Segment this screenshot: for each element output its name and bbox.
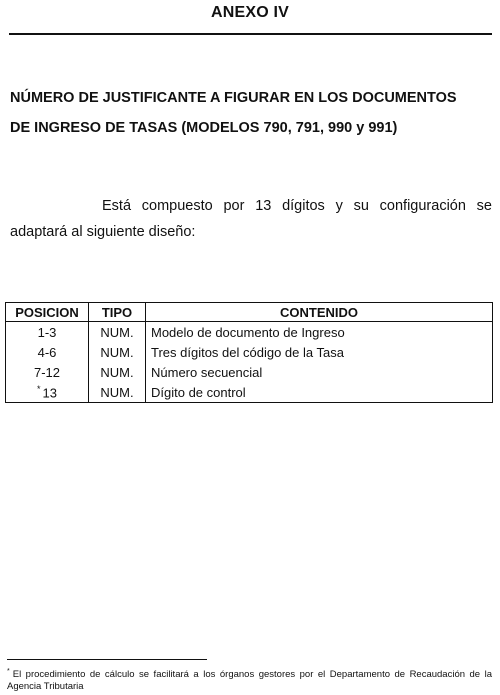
title-divider	[9, 33, 492, 35]
cell-content: Número secuencial	[146, 362, 493, 382]
cell-type: NUM.	[89, 362, 146, 382]
cell-position: 4-6	[6, 342, 89, 362]
cell-content: Tres dígitos del código de la Tasa	[146, 342, 493, 362]
cell-type: NUM.	[89, 342, 146, 362]
cell-type: NUM.	[89, 382, 146, 403]
header-content: CONTENIDO	[146, 303, 493, 322]
cell-content: Modelo de documento de Ingreso	[146, 322, 493, 343]
footnote-text: El procedimiento de cálculo se facilitará a los órganos gestores por el Departamento de Recaudación de la Agencia Tributaria	[7, 669, 492, 693]
footnote-reference-mark: *	[37, 383, 41, 394]
table-row	[6, 342, 493, 362]
annex-title: ANEXO IV	[210, 4, 290, 21]
table-row	[6, 322, 493, 343]
cell-position: 7-12	[6, 362, 89, 382]
header-position: POSICION	[6, 303, 89, 322]
cell-position	[6, 382, 89, 403]
footnote-divider	[7, 659, 207, 660]
table-row	[6, 362, 493, 382]
description-paragraph-line-2: adaptará al siguiente diseño:	[10, 224, 196, 240]
cell-position: 1-3	[6, 322, 89, 343]
header-type: TIPO	[89, 303, 146, 322]
description-paragraph-line-1: Está compuesto por 13 dígitos y su configuración se	[102, 198, 492, 214]
footnote	[7, 666, 492, 693]
cell-content: Dígito de control	[146, 382, 493, 403]
section-heading-line-2: DE INGRESO DE TASAS (MODELOS 790, 791, 990 y 991)	[10, 120, 398, 136]
footnote-mark: *	[7, 668, 10, 675]
cell-type: NUM.	[89, 322, 146, 343]
cell-position-value: 13	[42, 385, 57, 401]
justificante-structure-table	[5, 302, 493, 403]
table-header-row	[6, 303, 493, 322]
table-row	[6, 382, 493, 403]
section-heading-line-1: NÚMERO DE JUSTIFICANTE A FIGURAR EN LOS DOCUMENTOS	[10, 90, 457, 106]
